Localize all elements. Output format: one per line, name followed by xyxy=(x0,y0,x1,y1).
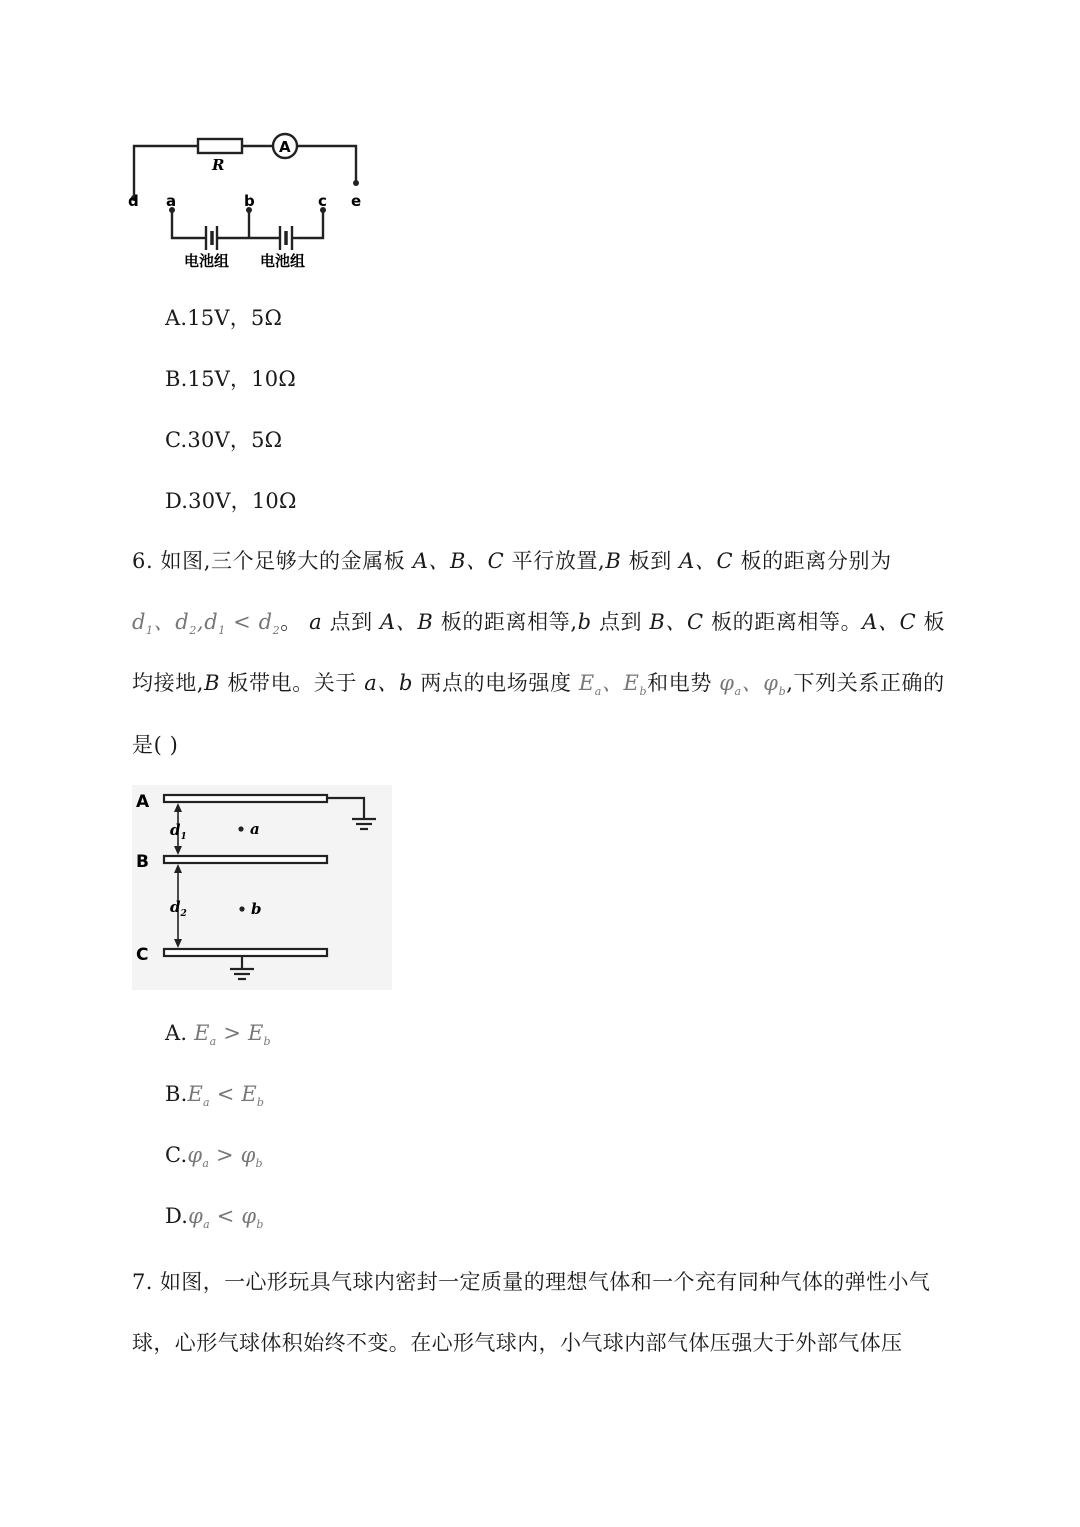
d1-label: $d_1$ xyxy=(170,821,187,842)
q6-potential-symbols: $\varphi_a$、$\varphi_b$ xyxy=(719,671,787,699)
point-b-label: b xyxy=(251,900,262,918)
q6-text: 平行放置, xyxy=(511,549,606,573)
d2-label: $d_2$ xyxy=(170,898,187,919)
q6-text: 均接地, xyxy=(132,671,205,695)
q6-plate-b: B xyxy=(204,671,221,695)
q6-option-c: $C.\varphi_a > \varphi_b$ xyxy=(165,1143,263,1171)
q6-text: 两点的电场强度 xyxy=(420,671,572,695)
plate-label-c: C xyxy=(136,945,149,965)
q5-option-c: C.30V，5Ω xyxy=(165,428,283,452)
q6-line-1 xyxy=(132,545,892,575)
q6-point-b: b xyxy=(577,610,592,634)
q5-option-b: B.15V，10Ω xyxy=(165,367,296,391)
terminal-b: b xyxy=(244,192,255,210)
plate-label-a: A xyxy=(136,792,150,812)
q6-field-symbols: $E_a$、$E_b$ xyxy=(578,671,648,699)
q6-text: 点到 xyxy=(329,610,373,634)
q6-plates: A、B、C xyxy=(412,549,505,573)
q6-text: 板带电。关于 xyxy=(227,671,358,695)
q6-text: 板的距离相等。 xyxy=(711,610,863,634)
battery-label-2: 电池组 xyxy=(260,252,306,270)
terminal-c: c xyxy=(318,192,327,210)
terminal-e: e xyxy=(351,192,362,210)
q6-text: 。 xyxy=(280,610,302,634)
q6-text: 点到 xyxy=(598,610,643,634)
q6-point-a: a xyxy=(309,610,323,634)
q6-text: 板到 xyxy=(628,549,672,573)
q6-text: 板的距离相等, xyxy=(440,610,578,634)
q6-line-3 xyxy=(132,667,945,698)
battery-label-1: 电池组 xyxy=(184,252,230,270)
q6-d1-d2: $d_1$、$d_2,d_1 < d_2$ xyxy=(132,610,281,638)
point-a-label: a xyxy=(250,820,260,838)
q6-points-ab: a、b xyxy=(364,671,414,695)
q6-plates-ab: A、B xyxy=(380,610,434,634)
q5-option-d: D.30V，10Ω xyxy=(165,489,297,513)
circuit-diagram xyxy=(120,128,380,278)
q6-option-b: $B.E_a < E_b$ xyxy=(165,1082,265,1110)
q6-text: 板 xyxy=(923,610,946,634)
q6-text: 板的距离分别为 xyxy=(740,549,892,573)
terminal-d: d xyxy=(128,192,139,210)
q6-option-d: $D.\varphi_a < \varphi_b$ xyxy=(165,1204,264,1232)
q7-line-2: 球，心形气球体积始终不变。在心形气球内，小气球内部气体压强大于外部气体压 xyxy=(132,1331,903,1355)
q6-line-4: 是( ) xyxy=(132,733,179,757)
resistor-label: R xyxy=(212,156,225,174)
terminal-a: a xyxy=(166,192,177,210)
ammeter-label: A xyxy=(279,138,291,156)
q6-plates-ac: A、C xyxy=(679,549,734,573)
q6-plate-b: B xyxy=(605,549,622,573)
q6-number: 6. xyxy=(132,549,154,573)
q6-option-a: A. $E_a > E_b$ xyxy=(165,1021,271,1049)
q5-option-a: A.15V，5Ω xyxy=(165,306,283,330)
q6-line-2 xyxy=(132,606,945,637)
plates-diagram xyxy=(132,785,392,990)
q6-text: 和电势 xyxy=(647,671,712,695)
q6-text: ,下列关系正确的 xyxy=(786,671,945,695)
q7-line-1: 7. 如图，一心形玩具气球内密封一定质量的理想气体和一个充有同种气体的弹性小气 xyxy=(132,1270,931,1294)
q6-plates-bc: B、C xyxy=(649,610,704,634)
q6-plates-ac: A、C xyxy=(862,610,917,634)
plate-label-b: B xyxy=(136,852,149,872)
q6-text: 如图,三个足够大的金属板 xyxy=(160,549,406,573)
